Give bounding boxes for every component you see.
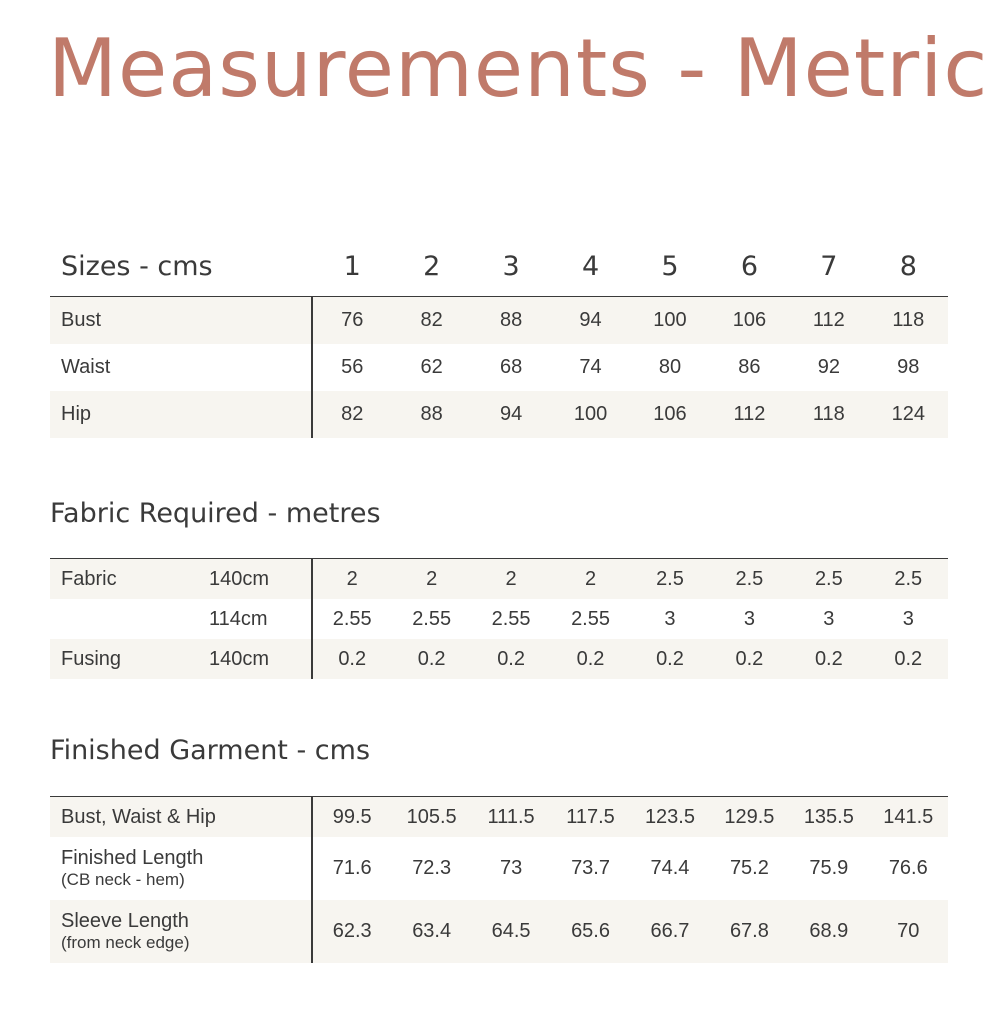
table-row (50, 391, 948, 438)
row-label (50, 910, 311, 953)
value-cell: 94 (579, 309, 602, 331)
value-cell: 106 (653, 403, 687, 425)
sizes-header-row (50, 236, 948, 296)
value-cell: 76 (341, 309, 364, 331)
value-cell: 94 (499, 403, 523, 425)
value-cell: 2 (584, 567, 597, 590)
value-cell: 70 (897, 920, 920, 942)
value-cell: 74.4 (650, 857, 690, 879)
measurement-name: Sleeve Length (61, 910, 189, 932)
value-cell: 88 (420, 403, 443, 425)
table-divider (311, 797, 313, 963)
value-cell: 99.5 (332, 805, 372, 828)
value-cell: 141.5 (883, 805, 934, 828)
value-cell: 0.2 (417, 647, 446, 670)
measurement-name: Hip (61, 403, 92, 425)
size-header-cell: 1 (343, 250, 361, 282)
value-cell: 117.5 (566, 805, 615, 828)
row-values (311, 857, 948, 880)
value-cell: 65.6 (571, 920, 610, 942)
value-cell: 2 (426, 567, 438, 590)
value-cell: 0.2 (735, 647, 764, 670)
garment-title: Finished Garment - cms (50, 735, 371, 766)
fabric-table (50, 558, 948, 679)
table-row (50, 797, 948, 837)
table-row (50, 344, 948, 391)
value-cell: 112 (812, 309, 845, 331)
value-cell: 75.2 (729, 857, 769, 879)
measurement-name: Bust (61, 309, 102, 331)
row-label (50, 806, 311, 829)
value-cell: 63.4 (412, 920, 452, 942)
page-title: Measurements - Metric (48, 22, 989, 115)
table-row (50, 297, 948, 344)
value-cell: 72.3 (412, 857, 452, 879)
value-cell: 68.9 (809, 920, 849, 942)
size-header-cell: 4 (581, 250, 600, 282)
row-label (50, 648, 311, 671)
value-cell: 118 (812, 403, 845, 425)
value-cell: 67.8 (729, 920, 769, 942)
value-cell: 82 (420, 309, 443, 331)
measurement-note: (CB neck - hem) (61, 870, 185, 889)
row-label (50, 608, 311, 631)
value-cell: 73 (499, 857, 523, 879)
row-values (311, 356, 948, 379)
row-label (50, 568, 311, 591)
value-cell: 66.7 (650, 920, 690, 942)
measurement-name: Waist (61, 356, 111, 378)
value-cell: 3 (743, 607, 755, 630)
sizes-section (50, 236, 948, 438)
row-values (311, 403, 948, 426)
value-cell: 3 (664, 607, 676, 630)
value-cell: 3 (902, 607, 914, 630)
value-cell: 74 (579, 356, 602, 378)
value-cell: 2.5 (735, 567, 764, 590)
table-divider (311, 559, 313, 679)
fabric-type: Fabric (61, 567, 117, 590)
garment-table (50, 796, 948, 963)
value-cell: 106 (732, 309, 767, 331)
value-cell: 2.55 (571, 607, 610, 630)
row-label (50, 847, 311, 890)
value-cell: 76.6 (888, 857, 928, 879)
value-cell: 98 (897, 356, 920, 378)
value-cell: 2.5 (894, 567, 923, 590)
value-cell: 0.2 (576, 647, 605, 670)
fabric-type: Fusing (61, 647, 122, 670)
sizes-header-label: Sizes - cms (61, 250, 213, 282)
fabric-width: 114cm (209, 607, 268, 630)
fabric-width: 140cm (209, 647, 270, 670)
table-divider (311, 297, 313, 438)
value-cell: 0.2 (338, 647, 367, 670)
value-cell: 88 (499, 309, 523, 331)
measurement-note: (from neck edge) (61, 933, 190, 952)
value-cell: 62.3 (332, 920, 372, 942)
value-cell: 2.5 (656, 567, 684, 590)
fabric-title: Fabric Required - metres (50, 498, 381, 529)
value-cell: 0.2 (656, 647, 684, 670)
value-cell: 75.9 (809, 857, 849, 879)
table-row (50, 599, 948, 639)
value-cell: 3 (823, 607, 835, 630)
row-values (311, 309, 948, 332)
table-row (50, 837, 948, 900)
value-cell: 105.5 (406, 805, 457, 828)
value-cell: 0.2 (497, 647, 525, 670)
value-cell: 124 (891, 403, 925, 425)
row-values (311, 648, 948, 671)
size-header-cell: 7 (820, 250, 838, 282)
value-cell: 2.5 (814, 567, 843, 590)
row-label (50, 309, 311, 332)
value-cell: 2 (346, 567, 358, 590)
sizes-header-cells (311, 251, 948, 282)
row-values (311, 806, 948, 829)
value-cell: 118 (892, 309, 925, 331)
value-cell: 0.2 (814, 647, 843, 670)
measurement-name: Finished Length (61, 847, 204, 869)
fabric-section (50, 498, 948, 679)
value-cell: 73.7 (571, 857, 610, 879)
sizes-table (50, 296, 948, 438)
size-header-cell: 8 (899, 250, 917, 282)
value-cell: 100 (653, 309, 687, 331)
value-cell: 71.6 (332, 857, 372, 879)
row-values (311, 608, 948, 631)
value-cell: 129.5 (724, 805, 775, 828)
value-cell: 64.5 (491, 920, 531, 942)
value-cell: 111.5 (487, 805, 535, 828)
size-header-cell: 2 (423, 250, 441, 282)
value-cell: 100 (573, 403, 608, 425)
table-row (50, 559, 948, 599)
table-row (50, 900, 948, 963)
value-cell: 0.2 (894, 647, 923, 670)
fabric-width: 140cm (209, 567, 270, 590)
value-cell: 68 (499, 356, 523, 378)
value-cell: 80 (658, 356, 682, 378)
value-cell: 2.55 (491, 607, 531, 630)
row-label (50, 403, 311, 426)
size-header-cell: 5 (661, 250, 679, 282)
value-cell: 92 (817, 356, 840, 378)
measurement-name: Bust, Waist & Hip (61, 805, 216, 828)
size-header-cell: 3 (502, 250, 520, 282)
row-label (50, 356, 311, 379)
value-cell: 86 (738, 356, 761, 378)
garment-section (50, 735, 948, 963)
value-cell: 123.5 (644, 805, 695, 828)
row-values (311, 920, 948, 943)
row-values (311, 568, 948, 591)
value-cell: 82 (341, 403, 364, 425)
value-cell: 2.55 (332, 607, 372, 630)
size-header-cell: 6 (740, 250, 758, 282)
value-cell: 62 (420, 356, 443, 378)
value-cell: 112 (733, 403, 766, 425)
table-row (50, 639, 948, 679)
value-cell: 56 (341, 356, 364, 378)
value-cell: 2.55 (412, 607, 452, 630)
value-cell: 135.5 (803, 805, 854, 828)
value-cell: 2 (505, 567, 517, 590)
